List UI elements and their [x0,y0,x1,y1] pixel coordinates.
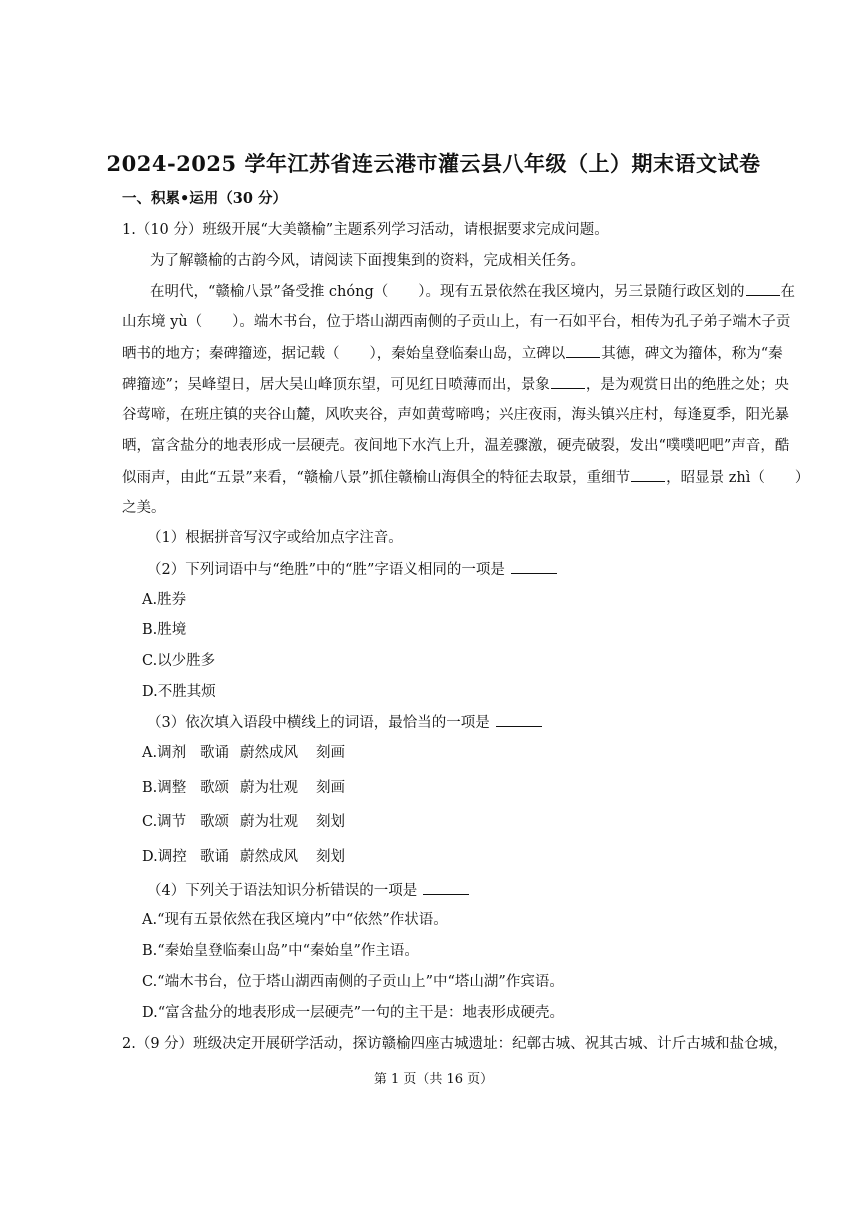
option-a: A.调剂 歌诵 蔚然成风 刻画 [142,745,345,761]
passage-line-3: 晒书的地方；秦碑籀迹，据记载（ ），秦始皇登临秦山岛，立碑以 其德，碑文为籀体，称为“秦 [122,343,783,364]
passage-line-4: 碑籀迹”；吴峰望日，居大吴山峰顶东望，可见红日喷薄而出，景象 ，是为观赏日出的绝胜之处；央 [122,374,789,395]
answer-blank[interactable] [511,559,557,574]
option-b: B.调整 歌颂 蔚为壮观 刻画 [142,780,345,796]
fill-blank[interactable] [746,281,780,296]
sub-question-2: （2）下列词语中与“绝胜”中的“胜”字语义相同的一项是 [147,559,557,580]
question-1-stem: 1.（10 分）班级开展“大美赣榆”主题系列学习活动，请根据要求完成问题。 [122,222,609,238]
passage-line-1: 在明代，“赣榆八景”备受推 chóng（ ）。现有五景依然在我区境内，另三景随行政区划的 在 [150,281,795,302]
option-c: C.以少胜多 [142,653,216,669]
option-d: D.调控 歌诵 蔚然成风 刻划 [142,849,345,865]
fill-blank[interactable] [631,467,665,482]
exam-title: 2024-2025 学年江苏省连云港市灌云县八年级（上）期末语文试卷 [106,151,761,176]
option-b: B.“秦始皇登临秦山岛”中“秦始皇”作主语。 [142,943,419,959]
fill-blank[interactable] [551,374,585,389]
section-heading: 一、积累•运用（30 分） [122,190,287,207]
passage-line-5: 谷莺啼，在班庄镇的夹谷山麓，风吹夹谷，声如黄莺啼鸣；兴庄夜雨，海头镇兴庄村，每逢夏季，阳光暴 [122,407,789,423]
question-1-intro: 为了解赣榆的古韵今风，请阅读下面搜集到的资料，完成相关任务。 [150,253,585,269]
sub-question-4: （4）下列关于语法知识分析错误的一项是 [147,880,469,901]
sub-question-1: （1）根据拼音写汉字或给加点字注音。 [147,530,403,546]
option-a: A.“现有五景依然在我区境内”中“依然”作状语。 [142,912,448,928]
answer-blank[interactable] [496,712,542,727]
option-d: D.“富含盐分的地表形成一层硬壳”一句的主干是：地表形成硬壳。 [142,1005,565,1021]
option-a: A.胜券 [142,592,187,608]
passage-line-7: 似雨声，由此“五景”来看，“赣榆八景”抓住赣榆山海俱全的特征去取景，重细节 ，昭显景 zhì（ ） [122,467,809,488]
page-footer: 第 1 页（共 16 页） [373,1072,494,1087]
option-d: D.不胜其烦 [142,684,216,700]
option-c: C.“端木书台，位于塔山湖西南侧的子贡山上”中“塔山湖”作宾语。 [142,974,564,990]
fill-blank[interactable] [566,343,600,358]
option-c: C.调节 歌颂 蔚为壮观 刻划 [142,814,345,830]
passage-line-6: 晒，富含盐分的地表形成一层硬壳。夜间地下水汽上升，温差骤激，硬壳破裂，发出“噗噗吧吧”声音，酷 [122,438,790,454]
sub-question-3: （3）依次填入语段中横线上的词语，最恰当的一项是 [147,712,542,733]
passage-line-8: 之美。 [122,500,166,516]
option-b: B.胜境 [142,622,187,638]
question-2-stem: 2.（9 分）班级决定开展研学活动，探访赣榆四座古城遗址：纪鄣古城、祝其古城、计斤古城和盐仓城， [122,1036,788,1052]
passage-line-2: 山东境 yù（ ）。端木书台，位于塔山湖西南侧的子贡山上，有一石如平台，相传为孔子弟子端木子贡 [122,314,791,330]
answer-blank[interactable] [423,880,469,895]
